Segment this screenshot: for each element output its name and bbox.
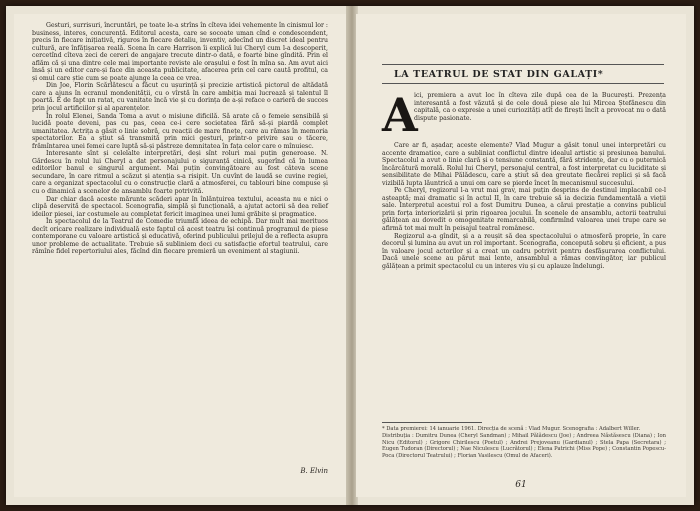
paragraph: Interesante sînt și celelalte interpretări, deși sînt roluri mai puțin generoase. N. Gărdescu în rolul lui Cheryl a dat personajului o siguranță cinică, sugerînd că în lumea editorilor banul e singurul argument. Mai puțin convingătoare au fost câteva scene secundare, în care ritmul a scăzut și atenția s-a risipit. Un cuvînt de laudă se cuvine regiei, care a organizat spectacolul cu o construcție clară a atmosferei, cu tablouri bine compuse și cu o dinamică a scenelor de ansamblu foarte potrivită.	[32, 150, 328, 196]
paragraph: Care ar fi, așadar, aceste elemente? Vlad Mugur a găsit tonul unei interpretări cu accente dramatice, care a subliniat conflictul dintre idealul artistic și presiunea banului. Spectacolul a avut o linie clară și o tensiune constantă, fără stridențe, dar cu o puternică încărcătură morală. Rolul lui Cheryl, personajul central, a fost interpretat cu luciditate și sensibilitate de Mihai Pălădescu, care a știut să dea greutate fiecărei replici și să facă vizibilă lupta lăuntrică a unui om care se pierde încet în mecanismul succesului.	[382, 142, 666, 187]
article-intro	[414, 92, 666, 122]
footnote-rule	[382, 422, 482, 423]
right-page	[356, 14, 686, 497]
paragraph: Gesturi, surrisuri, încruntări, pe toate le-a strîns în cîteva idei vehemente în cinismul lor : business, interes, concurență. Editorul acesta, care se socoate uman cînd e condescendent, precis în fiecare inițiativă, riguros în fiecare detaliu, inventiv, adecînd un discret ideal pentru cultură, are înfățișarea reală. Scena în care Harrison îi explică lui Cheryl cum l-a descoperit, cercetînd cîteva zeci de cereri de angajare trecute dintr-o dată, e foarte bine gîndită. Prin el aflăm că și una dintre cele mai importante reviste ale orașului e fost în mîna sa. Am avut aici însă și un editor care-și face din aceasta publicitate, afacerea prin cel care caută profitul, ca și omul care știe cum se poate ajunge la ceea ce vrea.	[32, 22, 329, 82]
paragraph: ici, premiera a avut loc în cîteva zile după cea de la București. Prezența interesantă a fost văzută și de cele două piese ale lui Mircea Ștefănescu din capitală, ca o expresie a unei curiozități atît de firești încît a provocat nu o dată dispute pasionate.	[414, 92, 666, 122]
title-rule-bottom	[382, 83, 664, 84]
paragraph: Din Joe, Florin Scărlătescu a făcut cu ușurință și precizie artistică pictorul de altădată care a ajuns în ecranul mondenității, cu o vîrstă în care ambiția mai lucrează și talentul îl poartă. E de fapt un ratat, cu vanitate încă vie și cu dorința de a-și reface o carieră de succes prin jocul artificiilor și al aparențelor.	[32, 82, 328, 113]
article-title: LA TEATRUL DE STAT DIN GALAȚI*	[394, 69, 604, 80]
drop-cap: A	[382, 88, 418, 142]
left-article-text	[32, 22, 328, 256]
paragraph: În spectacolul de la Teatrul de Comedie triumfă ideea de echipă. Dar mult mai merituos decît oricare realizare individuală este faptul că acest teatru își continuă programul de piese contemporane cu valoare artistică și educativă, oferind publicului prilejul de a reflecta asupra unor probleme de actualitate. Trebuie să subliniem deci cu satisfacție efortul teatrului, care rămîne fidel repertoriului ales, făcînd din fiecare premieră un eveniment al stagiunii.	[32, 218, 328, 256]
book-spread	[6, 6, 694, 505]
left-page	[14, 14, 348, 497]
page-number: 61	[515, 480, 527, 490]
footnote: Distribuția : Dumitru Dunea (Cheryl Sandman) ; Mihail Pălădescu (Joe) ; Andreea Năstăsescu (Diana) ; Ion Nicu (Editorul) ; Grigore Chirilescu (Poetul) ; Andrei Prejoveanu (Gardianul) ; Stela Papa (Secretara) ; Eugen Tudoran (Directorul) ; Nae Niculescu (Lucrătorul) ; Elena Patrichi (Miss Pope) ; Constantin Popescu-Poca (Directorul Teatrului) ; Florian Vasilescu (Omul de Afaceri).	[382, 433, 666, 459]
footnotes	[382, 426, 666, 460]
footnote: * Data premierei: 14 ianuarie 1961. Direcția de scenă : Vlad Mugur. Scenografia : Adalbert Willer.	[382, 426, 641, 432]
article-body	[382, 142, 666, 270]
title-rule-top	[382, 64, 664, 65]
paragraph: Regizorul a-a gîndit, și a a reușit să dea spectacolului o atmosferă proprie, în care decorul și lumina au avut un rol important. Scenografia, concepută sobru și eficient, a pus în valoare jocul actorilor și a creat un cadru potrivit pentru desfășurarea conflictului. Dacă unele scene au părut mai lente, ansamblul a rămas convingător, iar publicul gălățean a primit spectacolul cu un interes viu și cu aplauze îndelungi.	[382, 232, 666, 270]
paragraph: Dar chiar dacă aceste mărunte scăderi apar în înlănțuirea textului, aceasta nu e nici o clipă deservită de spectacol. Scenografia, simplă și funcțională, a ajutat actorii să dea relief ideilor piesei, iar costumele au completat fericit imaginea unei lumi grăbite și pragmatice.	[32, 195, 328, 218]
author-signature: B. Elvin	[300, 467, 328, 475]
paragraph: În rolul Elenei, Sanda Toma a avut o misiune dificilă. Să arate că o femeie sensibilă și lucidă poate deveni, pas cu pas, ceea ce-i cere societatea fără să-și piardă complet umanitatea. Actrița a găsit o linie sobră, cu reacții de mare finețe, care au rămas în memoria spectatorilor. Ea a știut să transmită prin mici gesturi, printr-o privire sau o tăcere, frămîntarea unei femei care luptă să-și păstreze demnitatea în fața celor care o mînuiesc.	[32, 112, 328, 150]
paragraph: Pe Cheryl, regizorul l-a vrut mai grav, mai puțin desprins de destinul implacabil ce-l așteaptă; mai dramatic și în actul II, în care trebuie să ia decizia fundamentală a vieții sale. Interpretul acestui rol a fost Dumitru Dunea, a cărui prestație a convins publicul prin forța interiorizării și prin rigoarea jocului. În scenele de ansamblu, actorii teatrului gălățean au dovedit o omogenitate remarcabilă, confirmînd valoarea unei trupe care se afirmă tot mai mult în peisajul teatral românesc.	[382, 187, 666, 233]
